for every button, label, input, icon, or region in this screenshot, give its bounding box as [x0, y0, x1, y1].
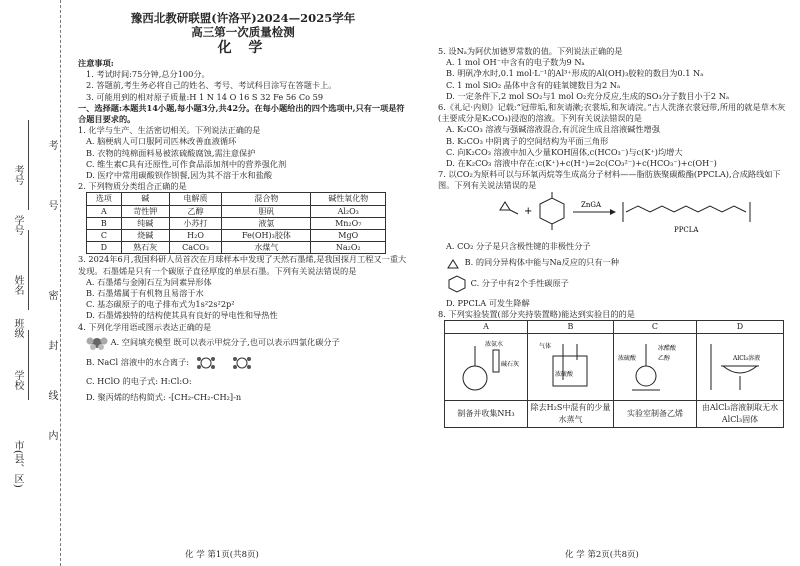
table-row: [87, 242, 386, 254]
table-header: 碱: [121, 193, 169, 205]
purpose-cell: 除去H₂S中混有的少量水蒸气: [528, 400, 614, 427]
q5-option-c: C. 1 mol SiO₂ 晶体中含有的硅氧键数目为2 Nₐ: [446, 79, 621, 90]
table-cell: 水煤气: [222, 242, 311, 254]
table-cell: CaCO₃: [169, 242, 222, 254]
q6-option-b: B. K₂CO₃ 中阴离子的空间结构为平面三角形: [446, 135, 609, 146]
table-header: C: [613, 321, 696, 333]
table-header: 碱性氧化物: [311, 193, 386, 205]
table-cell: B: [87, 217, 122, 229]
seal-char: 内: [46, 430, 57, 440]
apparatus-b: [528, 333, 614, 400]
q6-stem: 6.《礼记·内则》记载:“冠带垢,和灰请漱;衣裳垢,和灰请浣。”古人洗涤衣裳冠带,所用的就是草木灰(主要成分是K₂CO₃)浸泡的溶液。下列有关说法错误的是: [438, 102, 786, 124]
right-page: [420, 0, 800, 566]
table-cell: A: [87, 205, 122, 217]
left-column: [78, 58, 408, 403]
table-cell: Al₂O₃: [311, 205, 386, 217]
page-footer-right: 化 学 第2页(共8页): [565, 550, 639, 560]
table-header-row: [445, 321, 784, 333]
fill-line: [28, 230, 29, 310]
seal-char: 考: [46, 140, 57, 150]
table-cell: 乙醇: [169, 205, 222, 217]
table-cell: D: [87, 242, 122, 254]
q5-option-b: B. 明矾净水时,0.1 mol·L⁻¹的Al³⁺形成的Al(OH)₃胶粒的数目为0.1 Nₐ: [446, 68, 704, 79]
q1-option-b: B. 衣物的纯棉面料易被浓硫酸腐蚀,需注意保护: [86, 147, 256, 158]
class-label: 班级: [12, 318, 23, 338]
apparatus-label: 气体: [539, 343, 552, 351]
seal-char: 封: [46, 340, 57, 350]
table-header: 混合物: [222, 193, 311, 205]
seal-char: 密: [46, 290, 57, 300]
hydrated-ion-icon: [192, 355, 262, 371]
q7-synthesis-scheme: [438, 192, 788, 238]
lactide-structure: [540, 192, 564, 230]
q7-option-b-text: B. 的同分异构体中能与Na反应的只有一种: [464, 257, 619, 268]
q2-stem: 2. 下列物质分类组合正确的是: [78, 181, 187, 192]
apparatus-d: [696, 333, 783, 400]
exam-name-title: 高三第一次质量检测: [191, 25, 295, 39]
plus-sign: +: [524, 205, 533, 217]
table-row: [87, 217, 386, 229]
table-header: 电解质: [169, 193, 222, 205]
arrow-head: [610, 209, 616, 215]
epoxide-structure: [500, 202, 518, 214]
name-label: 姓名: [12, 275, 23, 295]
notice-title: 注意事项:: [78, 58, 114, 68]
fill-line: [28, 330, 29, 400]
table-cell: 苛性钾: [121, 205, 169, 217]
q6-option-d: D. 在K₂CO₃ 溶液中存在:c(K⁺)+c(H⁺)=2c(CO₃²⁻)+c(HCO₃⁻)+c(OH⁻): [446, 158, 717, 169]
q3-option-a: A. 石墨烯与金刚石互为同素异形体: [86, 276, 212, 287]
q7-option-a: A. CO₂ 分子是只含极性键的非极性分子: [446, 240, 591, 251]
apparatus-a: [445, 333, 528, 400]
apparatus-c: [613, 333, 696, 400]
gas-wash-diagram: [531, 336, 609, 394]
q6-option-a: A. K₂CO₃ 溶液与强碱溶液混合,有沉淀生成且溶液碱性增强: [446, 124, 660, 135]
q5-option-d: D. 一定条件下,2 mol SO₂与1 mol O₂充分反应,生成的SO₃分子数目小于2 Nₐ: [446, 90, 730, 101]
q1-option-d: D. 医疗中常用碳酸钡作钡餐,因为其不溶于水和盐酸: [86, 170, 273, 181]
notice-item: 2. 答题前,考生务必将自己的姓名、考号、考试科目涂写在答题卡上。: [86, 80, 337, 91]
table-row: [87, 230, 386, 242]
student-number-label: 学号: [12, 215, 23, 235]
apparatus-label: 浓氨水: [485, 341, 504, 349]
district-label: 市(县、区): [12, 440, 23, 488]
table-cell: MgO: [311, 230, 386, 242]
q7-option-b: [438, 256, 793, 270]
apparatus-label: 浓硫酸: [617, 355, 636, 363]
ammonia-flask-diagram: [447, 336, 525, 394]
q4-option-d: D. 聚丙烯的结构简式: -[CH₂-CH₂-CH₂]-n: [86, 392, 242, 403]
table-cell: 纯碱: [121, 217, 169, 229]
epoxide-icon: [446, 256, 462, 270]
notice-item: 3. 可能用到的相对原子质量:H 1 N 14 O 16 S 32 Fe 56 Co 59: [86, 91, 324, 102]
fill-line: [28, 120, 29, 210]
q4-option-c: C. HClO 的电子式: H:Cl:O:: [86, 375, 192, 386]
table-cell: H₂O: [169, 230, 222, 242]
q7-option-c: [438, 274, 793, 294]
product-label: PPCLA: [674, 225, 699, 234]
ethylene-setup-diagram: [616, 336, 694, 394]
q7-stem: 7. 以CO₂为原料可以与环氧丙烷等生成高分子材料——脂肪族聚碳酸酯(PPCLA),合成路线如下图。下列有关说法错误的是: [438, 169, 781, 191]
right-column: [438, 46, 793, 428]
table-cell: Mn₂O₇: [311, 217, 386, 229]
apparatus-label: 碱石灰: [501, 361, 520, 369]
seal-char: 线: [46, 390, 57, 400]
q1-stem: 1. 化学与生产、生活密切相关。下列说法正确的是: [78, 125, 261, 136]
table-header: A: [445, 321, 528, 333]
purpose-cell: 实验室制备乙烯: [613, 400, 696, 427]
table-cell: 烧碱: [121, 230, 169, 242]
apparatus-label: 浓硫酸: [555, 371, 574, 379]
table-header: D: [696, 321, 783, 333]
q1-option-a: A. 脑梗病人可口服阿司匹林改善血液循环: [86, 136, 237, 147]
q8-apparatus-table: [444, 320, 784, 427]
exam-org-title: 豫西北教研联盟(许洛平)2024—2025学年: [130, 11, 356, 25]
q5-stem: 5. 设Nₐ为阿伏加德罗常数的值。下列说法正确的是: [438, 46, 623, 56]
table-cell: 胆矾: [222, 205, 311, 217]
q4-option-b-text: B. NaCl 溶液中的水合离子:: [86, 356, 190, 367]
table-row: [87, 205, 386, 217]
notice-item: 1. 考试时间:75分钟,总分100分。: [86, 69, 210, 80]
table-header: 选项: [87, 193, 122, 205]
table-cell: Fe(OH)₃胶体: [222, 230, 311, 242]
q3-option-d: D. 石墨烯独特的结构使其具有良好的导电性和导热性: [86, 310, 278, 321]
table-cell: 液氯: [222, 217, 311, 229]
q1-option-c: C. 维生素C具有还原性,可作食品添加剂中的营养强化剂: [86, 158, 287, 169]
table-cell: 熟石灰: [121, 242, 169, 254]
q4-option-a: [78, 336, 408, 350]
table-row: [445, 333, 784, 400]
subject-title: 化 学: [217, 40, 269, 56]
ppcla-structure: [623, 202, 750, 222]
seal-char: 号: [46, 200, 57, 210]
space-filling-model-icon: [86, 336, 108, 350]
apparatus-label: 冰醋酸: [657, 345, 676, 353]
lactide-icon: [446, 274, 468, 294]
binding-margin: [0, 0, 61, 566]
evaporation-dish-diagram: [701, 336, 779, 394]
q3-option-c: C. 基态碳原子的电子排布式为1s²2s²2p²: [86, 299, 235, 310]
apparatus-label: AlCl₃溶液: [732, 355, 761, 363]
table-row: [445, 400, 784, 427]
q3-option-b: B. 石墨烯属于有机物且易溶于水: [86, 288, 204, 299]
q7-option-d: D. PPCLA 可发生降解: [446, 298, 530, 309]
exam-number-label: 考号: [12, 165, 23, 185]
q6-option-c: C. 向K₂CO₃ 溶液中加入少量KOH固体,c(HCO₃⁻)与c(K⁺)均增大: [446, 146, 683, 157]
q7-option-c-text: C. 分子中有2个手性碳原子: [470, 278, 569, 289]
table-header: B: [528, 321, 614, 333]
q2-table: [86, 192, 386, 254]
table-header-row: [87, 193, 386, 205]
purpose-cell: 由AlCl₃溶液制取无水AlCl₃固体: [696, 400, 783, 427]
q4-stem: 4. 下列化学用语或图示表达正确的是: [78, 321, 212, 332]
q5-option-a: A. 1 mol OH⁻中含有的电子数为9 Nₐ: [446, 57, 585, 68]
page-footer-left: 化 学 第1页(共8页): [185, 550, 259, 560]
school-label: 学校: [12, 370, 23, 390]
table-cell: Na₂O₂: [311, 242, 386, 254]
section-one-heading: 一、选择题:本题共14小题,每小题3分,共42分。在每小题给出的四个选项中,只有一项是符合题目要求的。: [78, 102, 405, 125]
reagent-label: ZnGA: [581, 200, 602, 209]
table-cell: C: [87, 230, 122, 242]
q4-option-b: [78, 355, 408, 371]
table-cell: 小苏打: [169, 217, 222, 229]
purpose-cell: 制备并收集NH₃: [445, 400, 528, 427]
q4-option-a-text: A. 空间填充模型 既可以表示甲烷分子,也可以表示四氯化碳分子: [110, 336, 340, 347]
q3-stem: 3. 2024年6月,我国科研人员首次在月球样本中发现了天然石墨烯,是我国探月工程又一重大发现。石墨烯是只有一个碳原子直径厚度的单层石墨。下列有关说法错误的是: [78, 254, 407, 276]
q8-stem: 8. 下列实验装置(部分夹持装置略)能达到实验目的的是: [438, 309, 635, 320]
apparatus-label: 乙醇: [657, 355, 670, 363]
